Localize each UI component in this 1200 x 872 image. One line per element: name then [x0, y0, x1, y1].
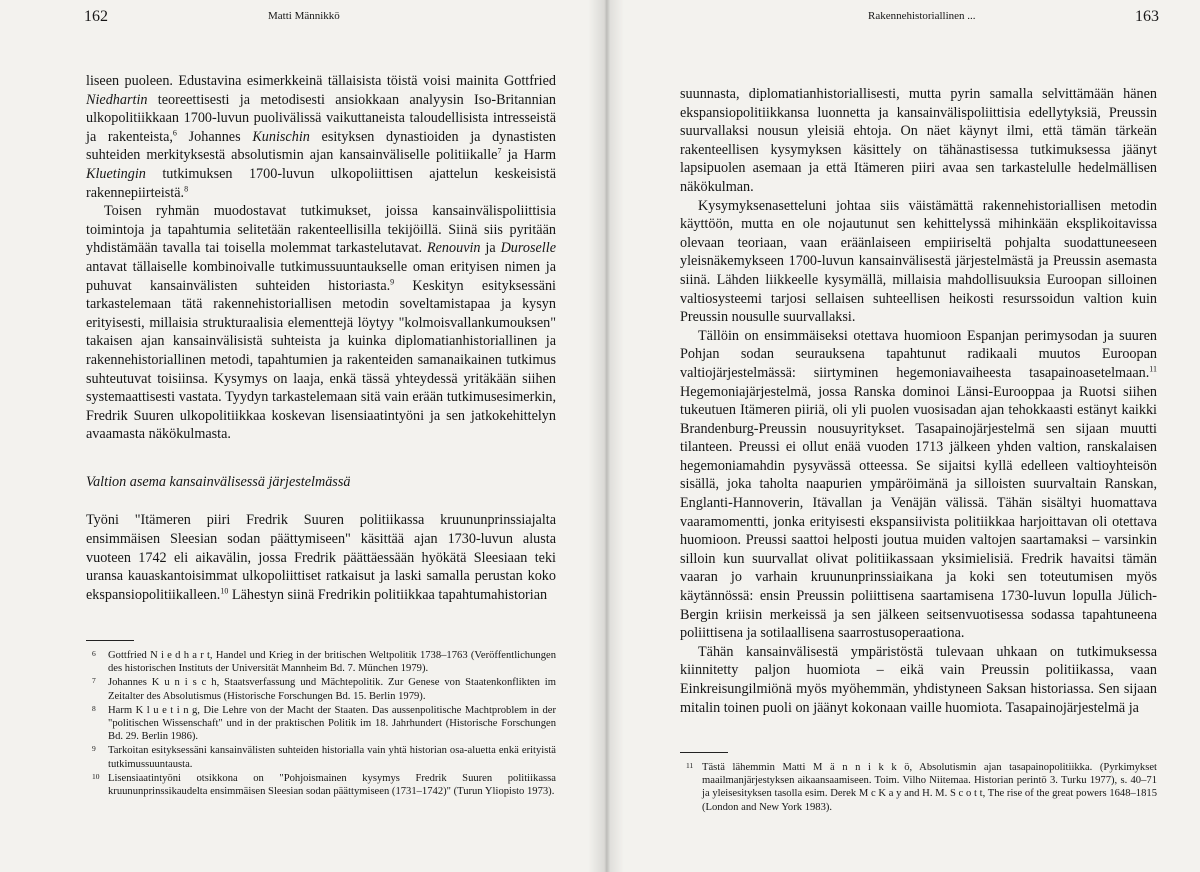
- footnote-text: Tarkoitan esityksessäni kansainvälisten suhteiden historialla vain yhtä historian osa-aluetta enkä erityistä tutkimussuuntausta.: [108, 745, 556, 770]
- footnote-ref: 6: [172, 128, 177, 138]
- running-head: Matti Männikkö: [268, 10, 340, 22]
- page-number: 163: [1135, 8, 1159, 25]
- footnote-number: 7: [92, 676, 96, 686]
- italic-name: Kluetingin: [86, 165, 146, 182]
- body-text: [680, 85, 1157, 717]
- footnote-number: 9: [92, 744, 96, 754]
- footnote: [680, 761, 1157, 814]
- footnotes: [86, 640, 556, 799]
- footnote-ref: 11: [1149, 364, 1157, 374]
- page-number: 162: [84, 8, 108, 25]
- footnote: [86, 704, 556, 744]
- italic-name: Niedhartin: [86, 91, 148, 108]
- italic-name: Kunischin: [252, 128, 310, 145]
- footnote-number: 6: [92, 649, 96, 658]
- footnote-rule: [86, 640, 134, 641]
- footnotes: [680, 752, 1157, 815]
- italic-name: Renouvin: [426, 240, 481, 257]
- body-text: [86, 72, 556, 604]
- footnote: [86, 772, 556, 798]
- paragraph: suunnasta, diplomatianhistoriallisesti, mutta pyrin samalla selvittämään hänen ekspansiopolitiikkansa luonnetta ja kansainvälispoliittisia edellytyksiä, Preussin suurvallaksi nousun yleisiä ehtoja. On näet käynyt ilmi, että tämän tärkeän rakenteellisen kysymyksen käsittely on tähänastisessa tutkimuksessa jäänyt lapsipuolen asemaan ja että Itämeren piiri avaa sen tarkastelulle hedelmällisen näkökulman.: [680, 86, 1157, 195]
- paragraph: Tällöin on ensimmäiseksi otettava huomioon Espanjan perimysodan ja suuren Pohjan sodan seurauksena tapahtunut radikaali muutos Euroopan valtiojärjestelmässä: siirtyminen hegemoniavaiheesta tasapainoasetelmaan.$^{11}$ Hegemoniajärjestelmä, jossa Ranska dominoi Länsi-Eurooppaa ja Ruotsi siihen tukeutuen Itämeren piiriä, oli yli puolen vuosisadan ajan tehokkaasti estänyt kaikki Brandenburg-Preussin nousuyritykset. Tasapainojärjestelmä sen sijaan muutti tilanteen. Preussi ei ollut enää vuoden 1713 jälkeen yhden valtion, ranskalaisen hegemoniamahdin pysyvässä otteessa. Se sijaitsi kyllä edelleen valtioyhteisön sisällä, joka taholta naapurien ympäröimänä ja silloisten suurvaltain Ranskan, Englanti-Hannoverin, Itävallan ja Venäjän välissä. Tähän sisältyi huomattava vaaramomentti, jonka erityisesti ekspansiivista politiikkaa harjoittavan oli otettava huomioon. Preussi saattoi helposti joutua muiden valtojen saartamaksi – varsinkin silloin kun suurvallat olivat politiikassaan yksimielisiä. Fredrik havaitsi tämän vaaran jo varhain kruununprinssiaikana ja koki sen toteutumisen myös käytännössä: ensin Preussin poliittisena saartamisena 1730-luvun lopulla Jülich-Bergin kriisin merkeissä ja sen jälkeen seitsenvuotisessa sodassa tapahtuneena poliittisena ja sotilaallisena saarrostusoperaationa.: [680, 327, 1157, 642]
- running-head: Rakennehistoriallinen ...: [868, 10, 976, 22]
- footnote-ref: 10: [220, 586, 229, 596]
- footnote-ref: 9: [390, 276, 395, 286]
- footnote-number: 11: [686, 761, 694, 770]
- right-page: [600, 0, 1200, 872]
- paragraph: Työni "Itämeren piiri Fredrik Suuren politiikassa kruununprinssiajalta ensimmäisen Sleesian sodan päättymiseen" käsittää ajan 1730-luvun alusta vuoteen 1742 eli aikavälin, jossa Fredrik päättäessään hyökätä Sleesiaan teki uransa kauaskantoisimmat ulkopoliittiset ratkaisut ja laski samalla perustan koko ekspansiopolitiikalleen.$^{10}$ Lähestyn siinä Fredrikin politiikkaa tapahtumahistorian: [86, 512, 556, 603]
- footnote-text: Harm K l u e t i n g, Die Lehre von der Macht der Staaten. Das aussenpolitische Machtproblem in der "politischen Wissenschaft" und in der praktischen Politik im 18. Jahrhundert (Historische Forschungen Bd. 29. Berlin 1986).: [108, 704, 556, 743]
- footnote-ref: 8: [184, 183, 189, 193]
- footnote-number: 10: [92, 771, 100, 781]
- paragraph: Tähän kansainvälisestä ympäristöstä tulevaan uhkaan on tutkimuksessa kiinnitetty paljon huomiota – eikä vain Preussin politiikassa, vaan Einkreisungilmiönä myös myöhemmän, yhdistyneen Saksan historiassa. Sen sijaan mitalin toinen puoli on jäänyt kokonaan vaille huomiota. Tasapainojärjestelmä ja: [680, 643, 1157, 716]
- section-heading: Valtion asema kansainvälisessä järjestelmässä: [86, 473, 351, 490]
- footnote: [86, 649, 556, 675]
- paragraph: Toisen ryhmän muodostavat tutkimukset, joissa kansainvälispoliittisia toimintoja ja tapahtumia selitetään rakenteellisilla tekijöillä. Siinä siis pyritään yhdistämään tavalla tai toisella molemmat tarkastelutavat. Renouvin ja Duroselle antavat tällaiselle kombinoivalle tutkimussuuntaukselle oman erityisen nimen ja puhuvat kansainvälisten suhteiden historiasta.$^9$ Keskityn esityksessäni tarkastelemaan tätä rakennehistoriallisen metodin soveltamistapaa ja kysyn erityisesti, millaisia strukturaalisia elementtejä löytyy "kolmoisvallankumouksen" takaisen ajan kansainvälisistä suhteista ja kuinka diplomatianhistoriallinen ja rakennehistoriallinen metodi, tapahtumien ja rakenteiden samanaikainen tutkimus suhteutuvat toisiinsa. Kysymys on laaja, enkä tässä yhteydessä yritäkään siihen systemaattisesti vastata. Tyydyn tarkastelemaan sitä vain erään tutkimusesimerkin, Fredrik Suuren ulkopolitiikkaa koskevan lisensiaatintyöni ja sen jatkokehittelyn avaamasta näkökulmasta.: [86, 203, 556, 443]
- footnote-text: Johannes K u n i s c h, Staatsverfassung und Mächtepolitik. Zur Genese von Staatenkonflikten im Zeitalter des Absolutismus (Historische Forschungen Bd. 15. Berlin 1979).: [108, 677, 556, 702]
- footnote-text: Tästä lähemmin Matti M ä n n i k k ö, Absolutismin ajan tasapainopolitiikka. (Pyrkimykset maailmanjärjestyksen aikaansaamiseen. Toim. Vilho Niitemaa. Historian perintö 3. Turku 1977), s. 40–71 ja yleisesityksen tasolla esim. Derek M c K a y and H. M. S c o t t, The rise of the great powers 1648–1815 (London and New York 1983).: [702, 762, 1157, 813]
- paragraph: liseen puoleen. Edustavina esimerkkeinä tällaisista töistä voisi mainita Gottfried Niedhartin teoreettisesti ja metodisesti ansiokkaan analyysin Iso-Britannian ulkopolitiikkaan 1700-luvun puolivälissä vaikuttaneista taloudellisista intresseistä ja rakenteista,$^6$ Johannes Kunischin esityksen dynastioiden ja dynastisten suhteiden merkityksestä absolutismin ajan kansainväliselle politiikalle$^7$ ja Harm Kluetingin tutkimuksen 1700-luvun ulkopoliittisen ajattelun keskeisistä rakennepiirteistä.$^8$: [86, 73, 556, 201]
- footnote: [86, 744, 556, 770]
- italic-name: Duroselle: [500, 240, 556, 257]
- footnote-number: 8: [92, 703, 96, 713]
- footnote-text: Lisensiaatintyöni otsikkona on "Pohjoismainen kysymys Fredrik Suuren politiikassa kruununprinssikaudelta ensimmäisen Sleesian sodan päättymiseen (1731–1742)" (Turun Yliopisto 1973).: [108, 772, 556, 798]
- footnote-rule: [680, 752, 728, 753]
- footnote: [86, 676, 556, 702]
- footnote-text: Gottfried N i e d h a r t, Handel und Krieg in der britischen Weltpolitik 1738–1763 (Veröffentlichungen des historischen Instituts der Universität Mannheim Bd. 7. München 1979).: [108, 650, 556, 675]
- footnote-ref: 7: [497, 146, 502, 156]
- paragraph: Kysymyksenasetteluni johtaa siis väistämättä rakennehistoriallisen metodin käyttöön, mutta en ole nojautunut sen kehittelyssä mihinkään eksplikoitavissa olevaan teoriaan, vaan eräänlaiseen empiiriseltä pohjalta suodattuneeseen yleisnäkemykseen 1700-luvun kansainvälisestä järjestelmästä ja Preussin asemasta siinä. Lähden liikkeelle kysymällä, millaisia mahdollisuuksia Euroopan silloinen valtiosysteemi tarjosi sellaisen suhteellisen heikosti resurssoidun valtion kuin Preussin nousulle suurvallaksi.: [680, 197, 1157, 326]
